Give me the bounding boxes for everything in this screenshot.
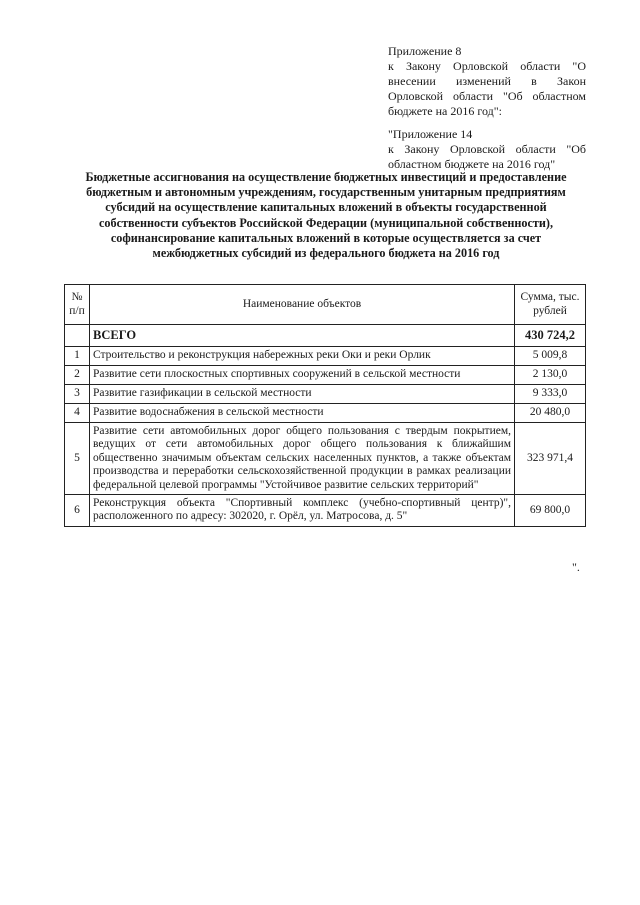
row-name: Развитие сети плоскостных спортивных сооружений в сельской местности — [90, 366, 515, 385]
row-name: Реконструкция объекта "Спортивный комплекс (учебно-спортивный центр)", расположенного по адресу: 302020, г. Орёл, ул. Матросова, д. 5" — [90, 495, 515, 527]
header-sum: Сумма, тыс. рублей — [515, 285, 586, 325]
table-row — [65, 495, 586, 527]
row-sum: 20 480,0 — [515, 404, 586, 423]
table-header-row — [65, 285, 586, 325]
appendix-header — [388, 44, 586, 172]
row-sum: 69 800,0 — [515, 495, 586, 527]
table-row — [65, 385, 586, 404]
row-name: Развитие газификации в сельской местности — [90, 385, 515, 404]
row-num: 2 — [65, 366, 90, 385]
total-num-cell — [65, 325, 90, 347]
table-row — [65, 366, 586, 385]
row-num: 1 — [65, 347, 90, 366]
row-sum: 323 971,4 — [515, 423, 586, 495]
row-num: 4 — [65, 404, 90, 423]
table-row — [65, 423, 586, 495]
row-name: Развитие сети автомобильных дорог общего пользования с твердым покрытием, ведущих от сети автомобильных дорог общего пользования к ближайшим общественно значимым объектам сельских населенных пунктов, а также объектам производства и переработки сельскохозяйственной продукции в рамках реализации федеральной целевой программы "Устойчивое развитие сельских территорий" — [90, 423, 515, 495]
row-name: Строительство и реконструкция набережных реки Оки и реки Орлик — [90, 347, 515, 366]
table-row — [65, 347, 586, 366]
header-name: Наименование объектов — [90, 285, 515, 325]
row-sum: 5 009,8 — [515, 347, 586, 366]
sub-appendix-title: "Приложение 14 — [388, 127, 473, 141]
total-row — [65, 325, 586, 347]
row-sum: 2 130,0 — [515, 366, 586, 385]
total-value: 430 724,2 — [515, 325, 586, 347]
appendix-text: к Закону Орловской области "О внесении изменений в Закон Орловской области "Об областном бюджете на 2016 год": — [388, 59, 586, 118]
row-sum: 9 333,0 — [515, 385, 586, 404]
sub-appendix-text: к Закону Орловской области "Об областном бюджете на 2016 год" — [388, 142, 586, 171]
total-label: ВСЕГО — [90, 325, 515, 347]
allocations-table — [64, 284, 586, 527]
row-name: Развитие водоснабжения в сельской местности — [90, 404, 515, 423]
row-num: 5 — [65, 423, 90, 495]
row-num: 3 — [65, 385, 90, 404]
appendix-title: Приложение 8 — [388, 44, 462, 58]
header-num: № п/п — [65, 285, 90, 325]
closing-quote-mark: ". — [572, 560, 580, 574]
table-row — [65, 404, 586, 423]
row-num: 6 — [65, 495, 90, 527]
document-title: Бюджетные ассигнования на осуществление бюджетных инвестиций и предоставление бюджетным и автономным учреждениям, государственным унитарным предприятиям субсидий на осуществление капитальных вложений в объекты государственной собственности субъектов Российской Федерации (муниципальной собственности), софинансирование капитальных вложений в которые осуществляется за счет межбюджетных субсидий из федерального бюджета на 2016 год — [85, 170, 567, 261]
